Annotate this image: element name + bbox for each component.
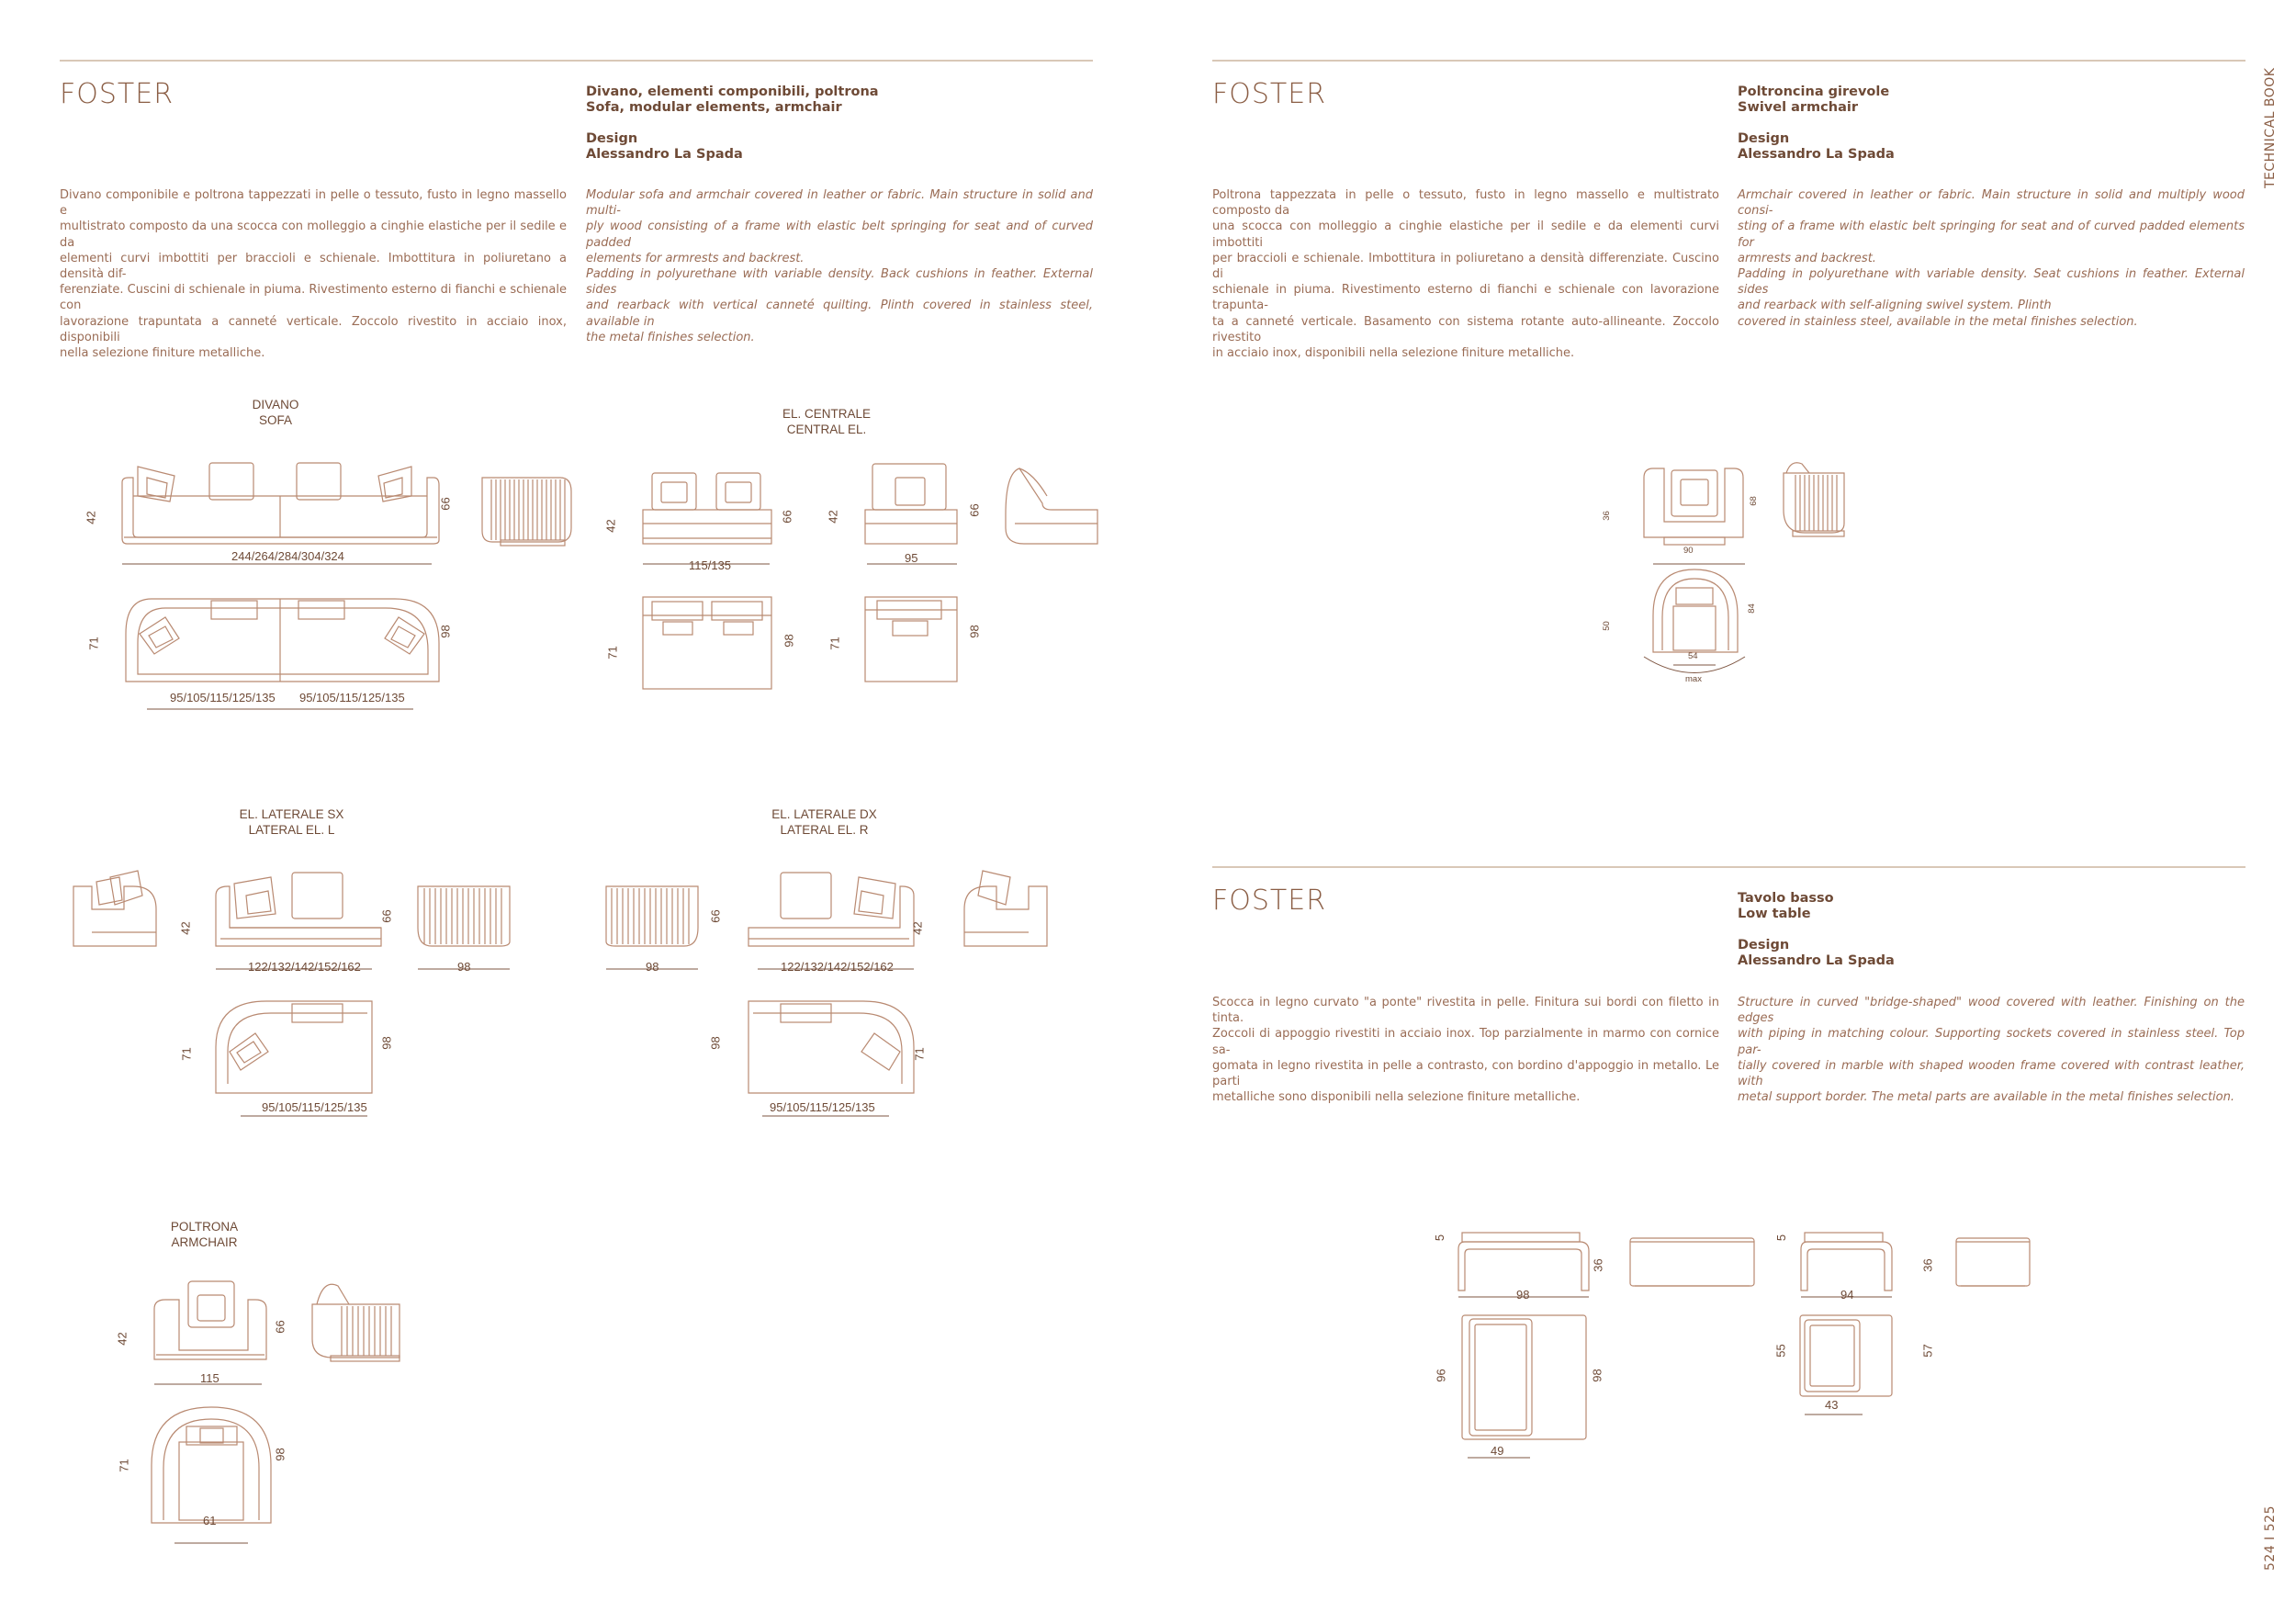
swivel-side-drawing xyxy=(1784,463,1844,536)
central-dim-w2: 95 xyxy=(905,551,918,565)
central-small-plan-drawing xyxy=(865,597,957,682)
table-small-dim-w2: 43 xyxy=(1825,1398,1839,1412)
lateral-r-dim-h2: 42 xyxy=(910,921,925,935)
central-dim-d1: 71 xyxy=(605,646,620,659)
swivel-dim-w: 90 xyxy=(1683,546,1694,556)
central-dim-h1: 42 xyxy=(603,519,618,533)
lateral-r-dim-w3: 95/105/115/125/135 xyxy=(770,1100,875,1114)
lateral-r-dim-w2: 98 xyxy=(646,960,659,974)
swivel-dim-h1: 36 xyxy=(1601,511,1612,521)
lateral-l-dim-d1: 71 xyxy=(179,1047,194,1061)
swivel-front-drawing xyxy=(1644,468,1745,564)
lateral-l-dim-w3: 95/105/115/125/135 xyxy=(262,1100,367,1114)
lateral-l-side-drawing xyxy=(73,871,156,946)
lateral-r-title: EL. LATERALE DX LATERAL EL. R xyxy=(771,807,877,837)
left-subtitle-en: Sofa, modular elements, armchair xyxy=(586,100,842,115)
table-big-dim-h: 36 xyxy=(1591,1258,1605,1272)
table-small-dim-d1: 55 xyxy=(1773,1344,1788,1358)
central-side-drawing xyxy=(1006,468,1097,544)
sofa-dim-w1: 95/105/115/125/135 xyxy=(170,691,276,704)
low-table-small-plan-drawing xyxy=(1800,1315,1892,1414)
right-bottom-description-en: Structure in curved "bridge-shaped" wood covered with leather. Finishing on the edges with piping in matching colour. Supporting sockets covered in stainless steel. Top par- tially covered in marble with shaped wooden frame covered with contrast leather, with metal support border. The metal parts are available in the metal finishes selection. xyxy=(1738,996,2245,1105)
lateral-l-dim-w: 122/132/142/152/162 xyxy=(248,960,361,974)
central-title: EL. CENTRALE CENTRAL EL. xyxy=(782,407,872,436)
table-big-dim-d2: 98 xyxy=(1590,1369,1604,1382)
left-designer: Alessandro La Spada xyxy=(586,147,743,162)
central-dim-h2: 66 xyxy=(780,510,794,524)
left-subtitle-it: Divano, elementi componibili, poltrona xyxy=(586,85,879,99)
right-bottom-design-label: Design xyxy=(1738,938,1790,952)
left-top-rule xyxy=(60,60,1093,62)
section-title: TECHNICAL BOOK xyxy=(2263,67,2278,188)
table-big-dim-w2: 49 xyxy=(1491,1444,1504,1458)
swivel-dim-max: max xyxy=(1685,674,1702,684)
armchair-front-drawing xyxy=(154,1281,266,1384)
lateral-r-dim-d1: 98 xyxy=(708,1036,723,1050)
right-top-description-it: Poltrona tappezzata in pelle o tessuto, fusto in legno massello e multistrato composto da una scocca con molleggio a cinghie elastiche per il sedile e da elementi curvi imbottiti per braccioli e schienale. Imbottitura in poliuretano a densità differenziate. Cuscino di schienale in piuma. Rivestimento esterno di fianchi e schienale con lavorazione trapunta- ta a canneté verticale. Basamento con sistema rotante auto-allineante. Zoccolo rivestito in acciaio inox, disponibili nella selezione finiture metalliche. xyxy=(1212,188,1719,361)
right-top-description-en: Armchair covered in leather or fabric. Main structure in solid and multiply wood consi- sting of a frame with elastic belt springing for seat and of curved padded elements for armrests and backrest. Padding in polyurethane with variable density. Seat cushions in feather. External sides and rearback with self-aligning swivel system. Plinth covered in stainless steel, available in the metal finishes selection. xyxy=(1738,188,2245,329)
sofa-dim-w2: 95/105/115/125/135 xyxy=(299,691,405,704)
armchair-dim-h1: 42 xyxy=(115,1332,129,1346)
sofa-dim-d1: 71 xyxy=(86,637,101,650)
lateral-r-plan-drawing xyxy=(748,1001,914,1116)
sofa-dim-h2: 66 xyxy=(438,497,453,511)
lateral-r-dim-d2: 71 xyxy=(912,1047,927,1061)
right-bottom-subtitle xyxy=(1738,891,1895,969)
armchair-dim-w: 115 xyxy=(200,1371,219,1385)
lateral-r-dim-w: 122/132/142/152/162 xyxy=(781,960,894,974)
left-brand-title: FOSTER xyxy=(60,78,174,110)
table-big-dim-t: 5 xyxy=(1433,1234,1447,1242)
central-dim-d2: 98 xyxy=(782,634,796,648)
page-numbers: 524 I 525 xyxy=(2263,1505,2278,1571)
left-design-label: Design xyxy=(586,131,638,146)
right-top-subtitle xyxy=(1738,85,1895,163)
low-table-big-side-drawing xyxy=(1630,1238,1754,1286)
central-dim-h3: 42 xyxy=(826,510,840,524)
lateral-l-dim-h2: 66 xyxy=(379,909,394,923)
right-top-subtitle-it: Poltroncina girevole xyxy=(1738,85,1890,99)
table-small-dim-t: 5 xyxy=(1774,1234,1789,1242)
lateral-r-side-drawing xyxy=(964,871,1047,946)
swivel-dim-w2: 54 xyxy=(1688,651,1698,661)
right-bottom-brand-title: FOSTER xyxy=(1212,885,1327,917)
sofa-dim-h1: 42 xyxy=(84,511,98,524)
central-small-front-drawing xyxy=(865,464,957,564)
right-top-brand-title: FOSTER xyxy=(1212,78,1327,110)
right-bottom-description-it: Scocca in legno curvato "a ponte" rivestita in pelle. Finitura sui bordi con filetto in tinta. Zoccoli di appoggio rivestiti in acciaio inox. Top parzialmente in marmo con cornice sa- gomata in legno rivestita in pelle a contrasto, con bordino d'appoggio in metallo. Le parti metalliche sono disponibili nella selezione finiture metalliche. xyxy=(1212,996,1719,1105)
left-subtitle xyxy=(586,85,879,163)
swivel-dim-h2: 68 xyxy=(1748,496,1759,506)
armchair-dim-w2: 61 xyxy=(203,1514,217,1527)
central-front-drawing xyxy=(643,473,771,564)
right-bottom-designer: Alessandro La Spada xyxy=(1738,953,1895,968)
right-top-design-label: Design xyxy=(1738,131,1790,146)
low-table-big-plan-drawing xyxy=(1462,1315,1586,1458)
table-big-dim-d1: 96 xyxy=(1434,1369,1448,1382)
central-dim-d4: 98 xyxy=(967,625,982,638)
central-plan-drawing xyxy=(643,597,771,689)
lateral-l-back-drawing xyxy=(418,886,510,969)
lateral-l-dim-w2: 98 xyxy=(457,960,471,974)
low-table-small-side-drawing xyxy=(1956,1238,2030,1286)
right-bottom-subtitle-it: Tavolo basso xyxy=(1738,891,1834,906)
lateral-l-dim-h1: 42 xyxy=(178,921,193,935)
sofa-side-drawing xyxy=(482,478,571,546)
central-dim-d3: 71 xyxy=(827,637,842,650)
armchair-dim-d1: 71 xyxy=(117,1459,131,1472)
table-small-dim-w: 94 xyxy=(1840,1288,1854,1302)
right-top-rule xyxy=(1212,60,2245,62)
table-big-dim-w: 98 xyxy=(1516,1288,1530,1302)
lateral-r-back-drawing xyxy=(606,886,698,969)
lateral-l-plan-drawing xyxy=(216,1001,372,1116)
lateral-l-title: EL. LATERALE SX LATERAL EL. L xyxy=(239,807,344,837)
central-dim-w: 115/135 xyxy=(689,558,732,572)
armchair-title: POLTRONA ARMCHAIR xyxy=(170,1220,239,1249)
armchair-dim-h2: 66 xyxy=(273,1320,287,1334)
lateral-r-front-drawing xyxy=(748,873,914,969)
armchair-dim-d2: 98 xyxy=(273,1448,287,1461)
table-small-dim-h: 36 xyxy=(1920,1258,1935,1272)
sofa-dim-d2: 98 xyxy=(438,625,453,638)
left-description-en: Modular sofa and armchair covered in leather or fabric. Main structure in solid and multi- ply wood consisting of a frame with elastic belt springing for seat and of curved padded elements for armrests and backrest. Padding in polyurethane with variable density. Back cushions in feather. External sides and rearback with vertical canneté quilting. Plinth covered in stainless steel, available in the metal finishes selection. xyxy=(586,188,1093,344)
armchair-side-drawing xyxy=(312,1284,400,1361)
table-small-dim-d2: 57 xyxy=(1920,1344,1935,1358)
sofa-title: DIVANO SOFA xyxy=(252,398,299,427)
right-mid-rule xyxy=(1212,866,2245,868)
right-top-subtitle-en: Swivel armchair xyxy=(1738,100,1858,115)
right-top-designer: Alessandro La Spada xyxy=(1738,147,1895,162)
swivel-dim-d2: 84 xyxy=(1746,603,1757,614)
central-dim-h4: 66 xyxy=(967,503,982,517)
lateral-l-front-drawing xyxy=(216,873,381,969)
left-description-it: Divano componibile e poltrona tappezzati in pelle o tessuto, fusto in legno massello e multistrato composto da una scocca con molleggio a cinghie elastiche per il sedile e da elementi curvi imbottiti per braccioli e schienale. Imbottitura in poliuretano a densità dif- ferenziate. Cuscini di schienale in piuma. Rivestimento esterno di fianchi e schienale con lavorazione trapuntata a canneté verticale. Zoccolo rivestito in acciaio inox, disponibili nella selezione finiture metalliche. xyxy=(60,188,567,361)
swivel-dim-d1: 50 xyxy=(1601,621,1612,631)
lateral-r-dim-h1: 66 xyxy=(708,909,723,923)
lateral-l-dim-d2: 98 xyxy=(379,1036,394,1050)
sofa-dim-w: 244/264/284/304/324 xyxy=(231,549,344,563)
right-bottom-subtitle-en: Low table xyxy=(1738,907,1811,921)
